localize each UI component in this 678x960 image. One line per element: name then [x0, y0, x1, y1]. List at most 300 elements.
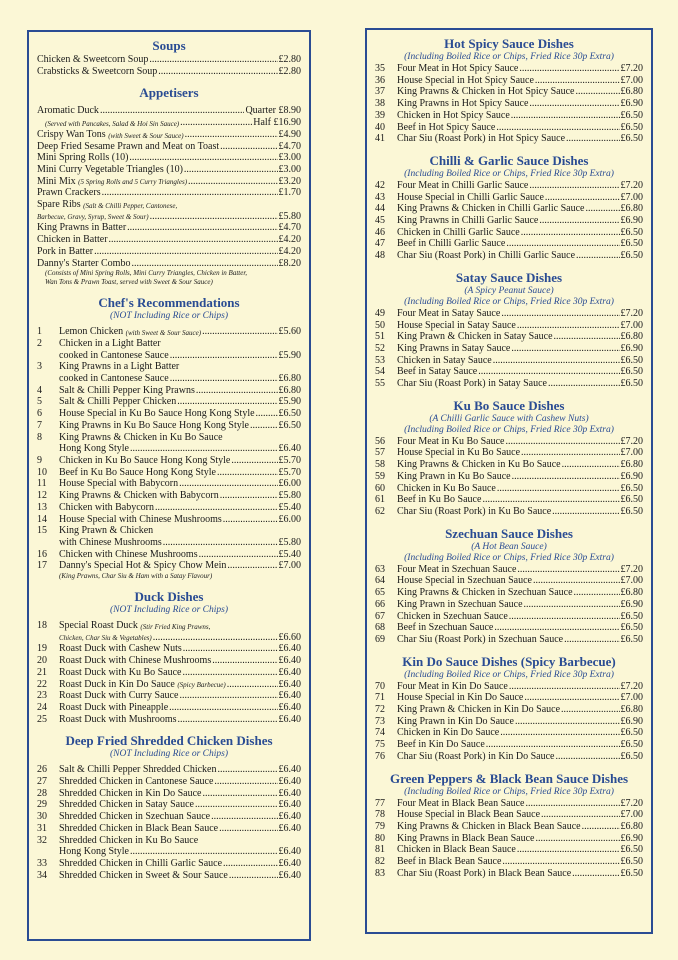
section-subtitle: (Including Boiled Rice or Chips, Fried Rice 30p Extra): [404, 168, 614, 179]
item-number: 61: [375, 494, 385, 506]
item-number: 25: [37, 713, 47, 725]
item-number: 73: [375, 715, 385, 727]
menu-item: [375, 133, 643, 145]
item-number: 41: [375, 133, 385, 145]
menu-item: [37, 858, 301, 870]
menu-item: [375, 821, 643, 833]
section-subtitle: (Including Boiled Rice or Chips, Fried Rice 30p Extra): [404, 296, 614, 307]
item-name: Char Siu (Roast Pork) in Black Bean Sauce: [397, 867, 572, 879]
chefs-list: [37, 326, 301, 581]
section-title-shredded: Deep Fried Shredded Chicken Dishes: [65, 733, 273, 749]
section-subtitle: (NOT Including Rice or Chips): [109, 605, 229, 616]
menu-item: Crispy Wan Tons (with Sweet & Sour Sauce) ..... £4.90: [37, 129, 301, 141]
item-name: King Prawns in Chilli Garlic Sauce: [397, 215, 539, 227]
menu-item: [375, 739, 643, 751]
item-price: £6.40: [278, 443, 301, 455]
item-price: £6.50: [620, 366, 643, 378]
item-price: £5.40: [278, 501, 301, 513]
item-name: Shredded Chicken in Satay Sauce: [59, 799, 194, 811]
item-number: 56: [375, 435, 385, 447]
item-price: £6.40: [278, 846, 301, 858]
section-subtitle: (NOT Including Rice or Chips): [109, 311, 229, 322]
item-note: (King Prawns, Char Siu & Ham with a Satay Flavour): [59, 572, 213, 581]
menu-item: [375, 215, 643, 227]
item-price: £6.90: [620, 470, 643, 482]
item-number: 53: [375, 354, 385, 366]
menu-item: [375, 436, 643, 448]
menu-item: [375, 564, 643, 576]
item-name: cooked in Cantonese Sauce: [59, 349, 169, 361]
section-title-kin-do: Kin Do Sauce Dishes (Spicy Barbecue): [402, 653, 616, 669]
item-price: £6.50: [620, 133, 643, 145]
item-name: House Special in Satay Sauce: [397, 319, 516, 331]
item-price: £6.40: [278, 643, 301, 655]
item-name: King Prawns & Chicken in Szechuan Sauce: [397, 587, 573, 599]
item-name: King Prawn & Chicken in Kin Do Sauce: [397, 704, 561, 716]
item-price: £6.50: [620, 750, 643, 762]
item-name: Shredded Chicken in Kin Do Sauce: [59, 787, 202, 799]
item-price: £6.50: [620, 250, 643, 262]
item-name: Chicken in Black Bean Sauce: [397, 844, 516, 856]
section-subtitle: (Including Boiled Rice or Chips, Fried Rice 30p Extra): [404, 52, 614, 62]
item-name: Chicken in Szechuan Sauce: [397, 610, 508, 622]
item-note: (Consists of Mini Spring Rolls, Mini Curry Triangles, Chicken in Batter,: [45, 269, 248, 278]
item-number: 10: [37, 466, 47, 478]
item-name: Shredded Chicken in Cantonese Sauce: [59, 776, 214, 788]
item-price: £6.50: [620, 867, 643, 879]
item-name: Shredded Chicken in Black Bean Sauce: [59, 822, 219, 834]
item-price: £6.50: [620, 121, 643, 133]
menu-item: [375, 751, 643, 763]
section-subtitle: (Including Boiled Rice or Chips, Fried Rice 30p Extra): [404, 552, 614, 563]
shredded-list: [37, 764, 301, 881]
item-name: Chicken in Kin Do Sauce: [397, 727, 500, 739]
item-price: £6.50: [278, 408, 301, 420]
section-subtitle: (A Hot Bean Sauce): [471, 541, 547, 552]
menu-item: Chicken & Sweetcorn Soup ..... £2.80: [37, 54, 301, 66]
item-number: 23: [37, 690, 47, 702]
menu-item: [375, 238, 643, 250]
section-subtitle: (A Spicy Peanut Sauce): [464, 285, 554, 296]
item-name: King Prawns in Ku Bo Sauce Hong Kong Style: [59, 419, 249, 431]
item-price: £6.50: [620, 633, 643, 645]
right-menu-panel: [365, 28, 653, 934]
menu-item: Barbecue, Gravy, Syrup, Sweet & Sour) ..... £5.80: [37, 211, 301, 223]
menu-item: [375, 727, 643, 739]
item-price: £7.00: [620, 692, 643, 704]
item-price: £7.00: [620, 447, 643, 459]
item-price: £6.40: [278, 701, 301, 713]
menu-item: [37, 870, 301, 882]
ku-bo-list: [375, 436, 643, 518]
item-note: Chicken, Char Siu & Vegetables): [59, 634, 152, 643]
menu-item: [375, 110, 643, 122]
item-name: Four Meat in Chilli Garlic Sauce: [397, 179, 529, 191]
menu-item: Crabsticks & Sweetcorn Soup ..... £2.80: [37, 66, 301, 78]
item-price: £7.00: [620, 319, 643, 331]
item-number: 27: [37, 776, 47, 788]
item-number: 66: [375, 598, 385, 610]
item-name: King Prawns in Hot Spicy Sauce: [397, 98, 529, 110]
item-number: 37: [375, 86, 385, 98]
item-number: 69: [375, 633, 385, 645]
black-bean-list: [375, 798, 643, 880]
item-number: 3: [37, 361, 42, 373]
section-subtitle: (Including Boiled Rice or Chips, Fried Rice 30p Extra): [404, 424, 614, 435]
item-number: 67: [375, 610, 385, 622]
menu-item: [375, 180, 643, 192]
item-number: 50: [375, 319, 385, 331]
item-price: £6.50: [620, 610, 643, 622]
item-number: 38: [375, 98, 385, 110]
item-name: King Prawn & Chicken in Satay Sauce: [397, 331, 553, 343]
menu-item: [375, 483, 643, 495]
item-name: Salt & Chilli Pepper Shredded Chicken: [59, 764, 217, 776]
item-note: (Stir Fried King Prawns,: [140, 622, 211, 631]
menu-item: [37, 478, 301, 490]
item-price: £6.80: [620, 203, 643, 215]
item-price: £7.00: [620, 191, 643, 203]
item-name: King Prawns & Chicken with Babycorn: [59, 490, 219, 502]
item-price: £6.00: [278, 513, 301, 525]
satay-list: [375, 308, 643, 390]
menu-item: [37, 326, 301, 338]
item-name: King Prawns & Chicken in Black Bean Sauce: [397, 820, 581, 832]
menu-item: [375, 716, 643, 728]
item-number: 18: [37, 620, 47, 632]
item-number: 22: [37, 678, 47, 690]
item-price: £6.90: [620, 715, 643, 727]
menu-item: [375, 833, 643, 845]
item-name: House Special in Hot Spicy Sauce: [397, 74, 534, 86]
menu-item: [375, 63, 643, 75]
item-price: £5.90: [278, 396, 301, 408]
item-name: King Prawns & Chicken in Ku Bo Sauce: [59, 431, 223, 443]
item-name: Four Meat in Black Bean Sauce: [397, 797, 525, 809]
item-number: 77: [375, 797, 385, 809]
item-name: Chicken in a Light Batter: [59, 337, 161, 349]
item-price: £6.60: [278, 631, 301, 643]
item-name: Shredded Chicken in Szechuan Sauce: [59, 811, 211, 823]
menu-item: [37, 788, 301, 800]
item-number: 42: [375, 179, 385, 191]
item-price: £6.40: [278, 764, 301, 776]
section-subtitle: (NOT Including Rice or Chips): [109, 749, 229, 760]
item-name: Beef in Ku Bo Sauce: [397, 494, 482, 506]
item-number: 40: [375, 121, 385, 133]
item-number: 62: [375, 505, 385, 517]
item-name: House Special in Szechuan Sauce: [397, 575, 532, 587]
item-name: Lemon Chicken: [59, 326, 124, 338]
section-title-chefs: Chef's Recommendations: [98, 295, 240, 311]
item-price: £6.50: [620, 622, 643, 634]
item-name: House Special in Black Bean Sauce: [397, 809, 541, 821]
item-name: King Prawns & Chicken in Chilli Garlic Sauce: [397, 203, 585, 215]
item-price: £6.80: [620, 331, 643, 343]
item-name: House Special with Chinese Mushrooms: [59, 513, 222, 525]
item-price: £6.50: [620, 844, 643, 856]
item-number: 64: [375, 575, 385, 587]
item-name: Beef in Kin Do Sauce: [397, 739, 485, 751]
item-name: Shredded Chicken in Ku Bo Sauce: [59, 834, 199, 846]
item-name: Beef in Szechuan Sauce: [397, 622, 494, 634]
item-price: £7.00: [620, 809, 643, 821]
item-name: Four Meat in Hot Spicy Sauce: [397, 63, 519, 74]
item-number: 57: [375, 447, 385, 459]
menu-item: [37, 655, 301, 667]
item-price: £6.40: [278, 811, 301, 823]
menu-item: [375, 75, 643, 87]
item-number: 51: [375, 331, 385, 343]
menu-item: [375, 192, 643, 204]
item-name: Beef in Ku Bo Sauce Hong Kong Style: [59, 466, 216, 478]
item-price: £6.50: [620, 727, 643, 739]
menu-item: [375, 86, 643, 98]
item-number: 17: [37, 560, 47, 572]
item-price: £7.00: [620, 74, 643, 86]
item-name: Danny's Special Hot & Spicy Chow Mein: [59, 560, 227, 572]
item-name: King Prawn in Szechuan Sauce: [397, 598, 523, 610]
section-title-satay: Satay Sauce Dishes: [455, 269, 563, 285]
section-subtitle: (A Chilli Garlic Sauce with Cashew Nuts): [429, 413, 589, 424]
item-price: £6.40: [278, 857, 301, 869]
item-name: Hong Kong Style: [59, 846, 129, 858]
item-name: Char Siu (Roast Pork) in Kin Do Sauce: [397, 750, 555, 762]
menu-item: [37, 549, 301, 561]
item-price: £6.80: [278, 373, 301, 385]
item-number: 24: [37, 701, 47, 713]
item-number: 31: [37, 822, 47, 834]
item-price: £6.40: [278, 869, 301, 881]
item-name: Roast Duck with Curry Sauce: [59, 690, 179, 702]
menu-item: Aromatic Duck ..... Quarter £8.90: [37, 105, 301, 117]
item-number: 12: [37, 490, 47, 502]
menu-item: [375, 809, 643, 821]
item-name: Char Siu (Roast Pork) in Satay Sauce: [397, 378, 547, 390]
item-price: £6.50: [620, 739, 643, 751]
menu-item: [375, 634, 643, 646]
menu-item: [375, 203, 643, 215]
item-number: 29: [37, 799, 47, 811]
menu-item: [37, 667, 301, 679]
item-number: 21: [37, 666, 47, 678]
menu-item: [37, 690, 301, 702]
item-price: £7.00: [620, 575, 643, 587]
item-number: 2: [37, 337, 42, 349]
item-number: 28: [37, 787, 47, 799]
szechuan-list: [375, 564, 643, 646]
item-price: £6.50: [620, 494, 643, 506]
item-price: £5.70: [278, 454, 301, 466]
menu-item: [37, 799, 301, 811]
item-price: £7.20: [620, 307, 643, 319]
item-number: 83: [375, 867, 385, 879]
item-price: £6.50: [620, 109, 643, 121]
menu-item: [375, 506, 643, 518]
menu-item: [37, 776, 301, 788]
item-number: 79: [375, 820, 385, 832]
item-price: £5.40: [278, 548, 301, 560]
item-price: £6.40: [278, 776, 301, 788]
menu-item: [37, 714, 301, 726]
item-number: 52: [375, 342, 385, 354]
menu-item: [375, 366, 643, 378]
menu-item: Chicken in Batter ..... £4.20: [37, 234, 301, 246]
item-name: King Prawns & Chicken in Ku Bo Sauce: [397, 459, 561, 471]
item-price: £6.50: [620, 354, 643, 366]
item-number: 26: [37, 764, 47, 776]
menu-item: Mini Spring Rolls (10) ..... £3.00: [37, 152, 301, 164]
item-number: 68: [375, 622, 385, 634]
item-name: King Prawn & Chicken: [59, 525, 154, 537]
item-price: £6.50: [620, 856, 643, 868]
menu-item: [375, 587, 643, 599]
item-number: 49: [375, 307, 385, 319]
item-number: 7: [37, 419, 42, 431]
item-number: 74: [375, 727, 385, 739]
section-subtitle: (Including Boiled Rice or Chips, Fried Rice 30p Extra): [404, 669, 614, 680]
item-number: 6: [37, 408, 42, 420]
item-number: 35: [375, 63, 385, 74]
item-price: £6.40: [278, 799, 301, 811]
menu-item-cont: [37, 846, 301, 858]
item-price: £6.50: [278, 419, 301, 431]
menu-item: [37, 396, 301, 408]
item-name: Chicken in Ku Bo Sauce: [397, 482, 496, 494]
menu-item: [37, 385, 301, 397]
item-price: £6.40: [278, 822, 301, 834]
chilli-garlic-list: [375, 180, 643, 262]
item-name: King Prawn in Kin Do Sauce: [397, 715, 514, 727]
item-number: 71: [375, 692, 385, 704]
item-price: £6.40: [278, 655, 301, 667]
menu-item: Danny's Starter Combo ..... £8.20: [37, 258, 301, 270]
menu-item: [37, 702, 301, 714]
menu-item: [375, 704, 643, 716]
menu-item: [37, 455, 301, 467]
menu-item: [37, 823, 301, 835]
item-number: 47: [375, 238, 385, 250]
item-price: £6.80: [620, 820, 643, 832]
menu-item: [375, 622, 643, 634]
item-number: 9: [37, 454, 42, 466]
item-name: Char Siu (Roast Pork) in Ku Bo Sauce: [397, 505, 552, 517]
menu-item: [37, 467, 301, 479]
item-price: £7.20: [620, 63, 643, 74]
item-number: 43: [375, 191, 385, 203]
menu-item: [37, 525, 301, 537]
item-price: £6.50: [620, 238, 643, 250]
item-name: Beef in Hot Spicy Sauce: [397, 121, 496, 133]
item-price: £6.80: [620, 587, 643, 599]
menu-item: [37, 338, 301, 350]
item-name: House Special in Ku Bo Sauce: [397, 447, 521, 459]
item-number: 19: [37, 643, 47, 655]
item-price: £6.80: [278, 384, 301, 396]
item-name: Beef in Chilli Garlic Sauce: [397, 238, 506, 250]
item-price: £6.00: [278, 478, 301, 490]
item-name: Beef in Satay Sauce: [397, 366, 478, 378]
section-title-duck: Duck Dishes: [134, 589, 204, 605]
item-number: 20: [37, 655, 47, 667]
item-price: £6.90: [620, 98, 643, 110]
item-number: 78: [375, 809, 385, 821]
item-name: Chicken in Hot Spicy Sauce: [397, 109, 510, 121]
section-title-appetisers: Appetisers: [139, 85, 199, 101]
item-name: Chicken in Chilli Garlic Sauce: [397, 226, 520, 238]
item-name: King Prawns in Satay Sauce: [397, 342, 511, 354]
item-number: 45: [375, 215, 385, 227]
menu-item: [375, 355, 643, 367]
item-price: £6.50: [620, 378, 643, 390]
item-number: 5: [37, 396, 42, 408]
menu-item: [375, 331, 643, 343]
item-name: King Prawn in Ku Bo Sauce: [397, 470, 511, 482]
item-note: (Spicy Barbecue): [177, 681, 226, 690]
item-price: £7.20: [620, 179, 643, 191]
item-number: 4: [37, 384, 42, 396]
menu-item: [375, 844, 643, 856]
menu-item: [37, 502, 301, 514]
menu-item: [37, 835, 301, 847]
menu-item: [375, 681, 643, 693]
item-name: with Chinese Mushrooms: [59, 536, 162, 548]
item-number: 32: [37, 834, 47, 846]
section-subtitle: (Including Boiled Rice or Chips, Fried Rice 30p Extra): [404, 786, 614, 797]
item-price: £7.20: [620, 563, 643, 575]
menu-item: [375, 868, 643, 880]
item-price: £6.90: [620, 598, 643, 610]
menu-item: [375, 471, 643, 483]
menu-item: Prawn Crackers ..... £1.70: [37, 187, 301, 199]
item-price: £5.80: [278, 536, 301, 548]
menu-item: [37, 679, 301, 691]
item-number: 1: [37, 326, 42, 338]
item-name: cooked in Cantonese Sauce: [59, 373, 169, 385]
item-name: Shredded Chicken in Sweet & Sour Sauce: [59, 869, 228, 881]
menu-item: [375, 459, 643, 471]
menu-item: [375, 447, 643, 459]
menu-item: [37, 811, 301, 823]
item-price: £5.80: [278, 490, 301, 502]
menu-item: [375, 856, 643, 868]
item-name: Four Meat in Satay Sauce: [397, 307, 501, 319]
menu-item: [37, 514, 301, 526]
item-name: Four Meat in Ku Bo Sauce: [397, 435, 505, 447]
section-title-soups: Soups: [152, 38, 186, 53]
item-price: £6.40: [278, 713, 301, 725]
item-name: Char Siu (Roast Pork) in Chilli Garlic Sauce: [397, 250, 576, 262]
duck-list: [37, 620, 301, 725]
menu-item: [37, 361, 301, 373]
item-number: 54: [375, 366, 385, 378]
menu-item: [37, 408, 301, 420]
item-name: Beef in Black Bean Sauce: [397, 856, 502, 868]
item-name: Four Meat in Szechuan Sauce: [397, 563, 517, 575]
menu-item: Mini Curry Vegetable Triangles (10) ..... £3.00: [37, 164, 301, 176]
item-price: £6.40: [278, 787, 301, 799]
item-number: 11: [37, 478, 47, 490]
item-number: 30: [37, 811, 47, 823]
item-name: Roast Duck in Kin Do Sauce: [59, 678, 175, 690]
left-menu-panel: [27, 30, 311, 941]
menu-item: [37, 432, 301, 444]
item-number: 55: [375, 378, 385, 390]
section-title-chilli-garlic: Chilli & Garlic Sauce Dishes: [429, 152, 589, 168]
section-title-ku-bo: Ku Bo Sauce Dishes: [453, 397, 565, 413]
item-name: House Special in Kin Do Sauce: [397, 692, 524, 704]
item-number: 65: [375, 587, 385, 599]
